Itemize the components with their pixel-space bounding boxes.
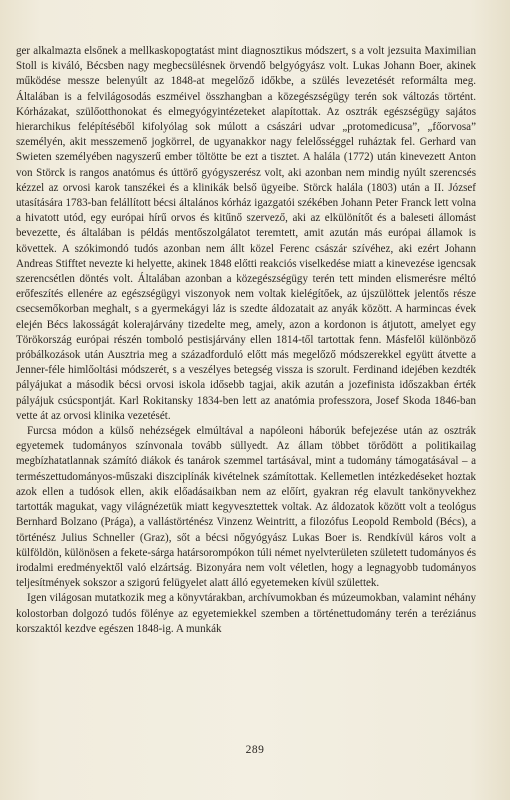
paragraph-2: Furcsa módon a külső nehézségek elmúltával a napóleoni háborúk befejezése után az osztrák egyetemek tudományos színvonala tovább süllyedt. Az állam többet törődött a politikailag megbízhatatlannak számító diákok és tanárok szemmel tartásával, mint a tudomány támogatásával – a természettudományos-műszaki diszciplínák kivételnek számítottak. Kellemetlen intézkedéseket hoztak azok ellen a tudósok ellen, akik előadásaikban nem az előírt, gyakran rég elavult tankönyvekhez tartották magukat, vagy világnézetük miatt kegyvesztettek voltak. Az áldozatok között volt a teológus Bernhard Bolzano (Prága), a vallástörténész Vinzenz Weintritt, a filozófus Leopold Rembold (Bécs), a történész Julius Schneller (Graz), sőt a bécsi nőgyógyász Lukas Boer is. Rendkívül káros volt a külföldön, különösen a fekete-sárga határsorompókon túli német nyelvterületen született tudományos és irodalmi eredményektől való elzártság. Bizonyára nem volt véletlen, hogy a legnagyobb tudományos teljesítmények sokszor a szigorú felügyelet alatt álló egyetemeken kívül születtek.	[16, 425, 476, 590]
paragraph-3: Igen világosan mutatkozik meg a könyvtárakban, archívumokban és múzeumokban, valamint néhány kolostorban dolgozó tudós fölénye az egyetemiekkel szemben a történettudomány terén a teréziánus korszaktól kezdve egészen 1848-ig. A munkák	[16, 592, 476, 635]
page-number: 289	[245, 744, 265, 756]
body-text	[16, 44, 476, 637]
paragraph-1: ger alkalmazta elsőnek a mellkaskopogtatást mint diagnosztikus módszert, s a volt jezsuita Maximilian Stoll is kiváló, Bécsben nagy megbecsülésnek örvendő belgyógyász volt. Lukas Johann Boer, akinek működése messze belenyúlt az 1848-at megelőző időkbe, a szülés levezetését reformálta meg. Általában is a felvilágosodás eszméivel összhangban a közegészségügy terén sok változás történt. Kórházakat, szülőotthonokat és elmegyógyintézeteket alapítottak. Az osztrák egészségügy sajátos hierarchikus felépítéséből kifolyólag sok múlott a császári udvar „protomedicusa”, „főorvosa” személyén, akit messzemenő jogkörrel, de ugyanakkor nagy felelősséggel ruháztak fel. Gerhard van Swieten személyében nagyszerű ember töltötte be ezt a tisztet. A halála (1772) után kinevezett Anton von Störck is rangos anatómus és úttörő gyógyszerész volt, aki azonban nem mindig nyúlt szerencsés kézzel az orvosi karok tanszékei és a klinikák belső ügyeibe. Störck halála (1803) után a II. József utasítására 1783-ban felállított bécsi általános kórház igazgatói székében Johann Peter Franck lett volna a hivatott utód, egy európai hírű orvos és kitűnő szervező, aki az elkülönítőt és a baleseti állomást bevezette, és általában is példás mentőszolgálatot teremtett, amit azután más európai államok is követtek. A szókimondó tudós azonban nem állt közel Ferenc császár szívéhez, aki ezért Johann Andreas Stifftet nevezte ki helyette, akinek 1848 előtti reakciós viselkedése miatt a kinevezése igencsak szerencsétlen döntés volt. Általában azonban a közegészségügy terén tett minden elismerésre méltó erőfeszítés ellenére az egészségügyi viszonyok nem voltak kielégítőek, az újszülöttek jelentős része csecsemőkorban meghalt, s a gyermekágyi láz is szedte áldozatait az anyák között. A harmincas évek elején Bécs lakosságát kolerajárvány tizedelte meg, amely, azon a kordonon is átjutott, amelyet egy Törökország európai részén tomboló pestisjárvány ellen 1814-től tartottak fenn. Másfelől különböző próbálkozások után Ausztria meg a századforduló előtt más megelőző módszerekkel együtt átvette a Jenner-féle himlőoltási módszerét, s a veszélyes betegség vissza is szorult. Ferdinand idejében kezdték pályájukat a második bécsi orvosi iskola idősebb tagjai, akik azután a jozefinista időszakban érték pályájuk csúcspontját. Karl Rokitansky 1834-ben lett az anatómia professzora, Josef Skoda 1846-ban vette át az orvosi klinika vezetését.	[16, 45, 476, 422]
